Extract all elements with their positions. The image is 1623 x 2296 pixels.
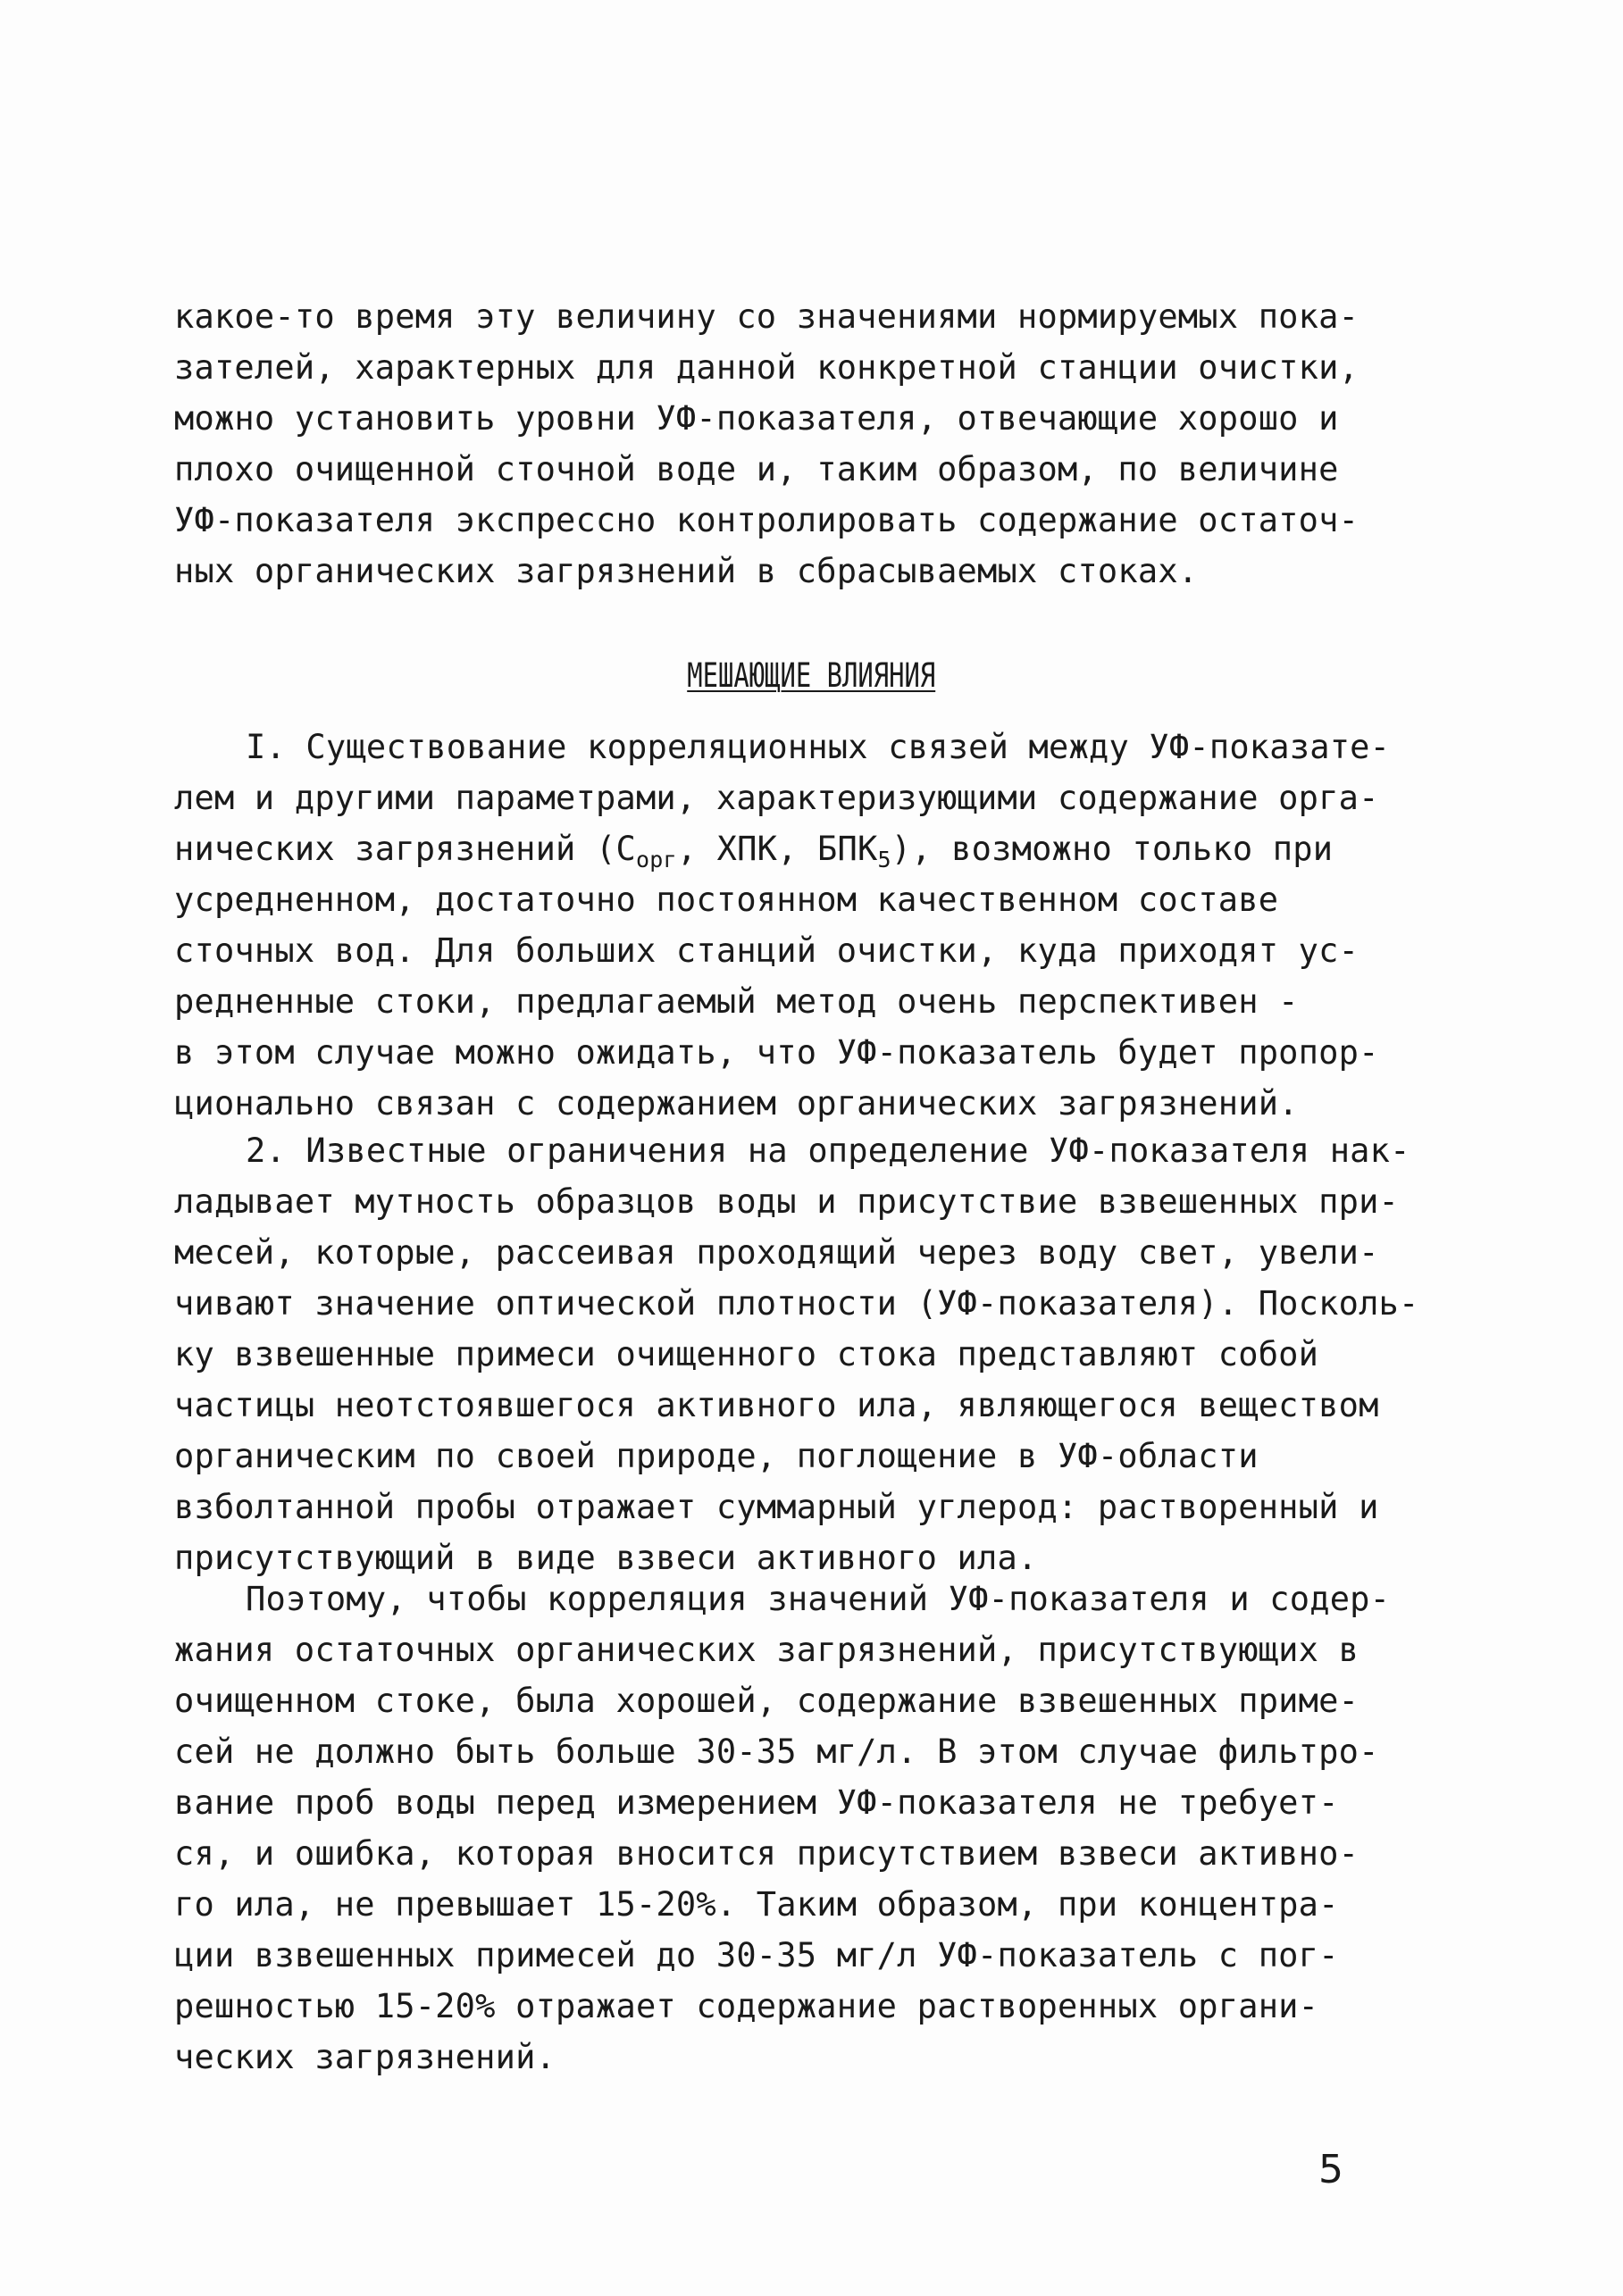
text-line: ционально связан с содержанием органических загрязнений. [174,1084,1299,1123]
page-number: 5 [1318,2147,1343,2192]
paragraph-suspended-solids [174,1574,1420,2083]
text-line: плохо очищенной сточной воде и, таким образом, по величине [174,450,1339,488]
text-line: 2. Известные ограничения на определение УФ-показателя нак- [246,1131,1410,1170]
text-line: частицы неотстоявшегося активного ила, являющегося веществом [174,1386,1379,1424]
section-heading [0,650,1623,701]
text-line: усредненном, достаточно постоянном качественном составе [174,881,1279,919]
text-line: ции взвешенных примесей до 30-35 мг/л УФ-показатель с пог- [174,1936,1339,1975]
text-line: решностью 15-20% отражает содержание растворенных органи- [174,1987,1319,2025]
text-line: Поэтому, чтобы корреляция значений УФ-показателя и содер- [246,1580,1391,1618]
text-line: очищенном стоке, была хорошей, содержание взвешенных приме- [174,1682,1359,1720]
text-line: какое-то время эту величину со значениями нормируемых пока- [174,297,1359,336]
text-line: сей не должно быть больше 30-35 мг/л. В этом случае фильтро- [174,1732,1379,1771]
paragraph-correlation [174,722,1420,1129]
subscript: 5 [877,847,891,872]
text-line: зателей, характерных для данной конкретной станции очистки, [174,348,1359,387]
subscript: орг [635,847,677,872]
text-line: вание проб воды перед измерением УФ-показателя не требует- [174,1783,1339,1822]
text-fragment: нических загрязнений (С [174,830,636,868]
text-line: ческих загрязнений. [174,2038,556,2076]
text-line: можно установить уровни УФ-показателя, отвечающие хорошо и [174,399,1339,438]
text-line: УФ-показателя экспрессно контролировать содержание остаточ- [174,501,1359,539]
text-line: ку взвешенные примеси очищенного стока представляют собой [174,1335,1319,1373]
text-line: лем и другими параметрами, характеризующими содержание орга- [174,779,1379,817]
text-line: го ила, не превышает 15-20%. Таким образом, при концентра- [174,1885,1339,1924]
text-line-with-subscripts [174,823,1420,874]
text-line: чивают значение оптической плотности (УФ-показателя). Посколь- [174,1284,1419,1323]
section-title: МЕШАЮЩИЕ ВЛИЯНИЯ [687,656,936,695]
text-line: месей, которые, рассеивая проходящий через воду свет, увели- [174,1233,1379,1272]
text-fragment: ), возможно только при [891,830,1334,868]
text-line: I. Существование корреляционных связей между УФ-показате- [246,728,1391,766]
text-line: ных органических загрязнений в сбрасываемых стоках. [174,552,1199,590]
text-fragment: , ХПК, БПК [676,830,878,868]
text-line: присутствующий в виде взвеси активного ила. [174,1539,1038,1577]
text-line: органическим по своей природе, поглощение в УФ-области [174,1437,1259,1475]
text-line: редненные стоки, предлагаемый метод очень перспективен - [174,982,1299,1021]
text-line: взболтанной пробы отражает суммарный углерод: растворенный и [174,1488,1379,1526]
text-line: ся, и ошибка, которая вносится присутствием взвеси активно- [174,1834,1359,1873]
paragraph-intro [174,291,1420,597]
text-line: жания остаточных органических загрязнений, присутствующих в [174,1631,1359,1669]
text-line: в этом случае можно ожидать, что УФ-показатель будет пропор- [174,1033,1379,1072]
paragraph-turbidity [174,1125,1420,1583]
text-line: сточных вод. Для больших станций очистки, куда приходят ус- [174,931,1359,970]
text-line: ладывает мутность образцов воды и присутствие взвешенных при- [174,1182,1400,1221]
